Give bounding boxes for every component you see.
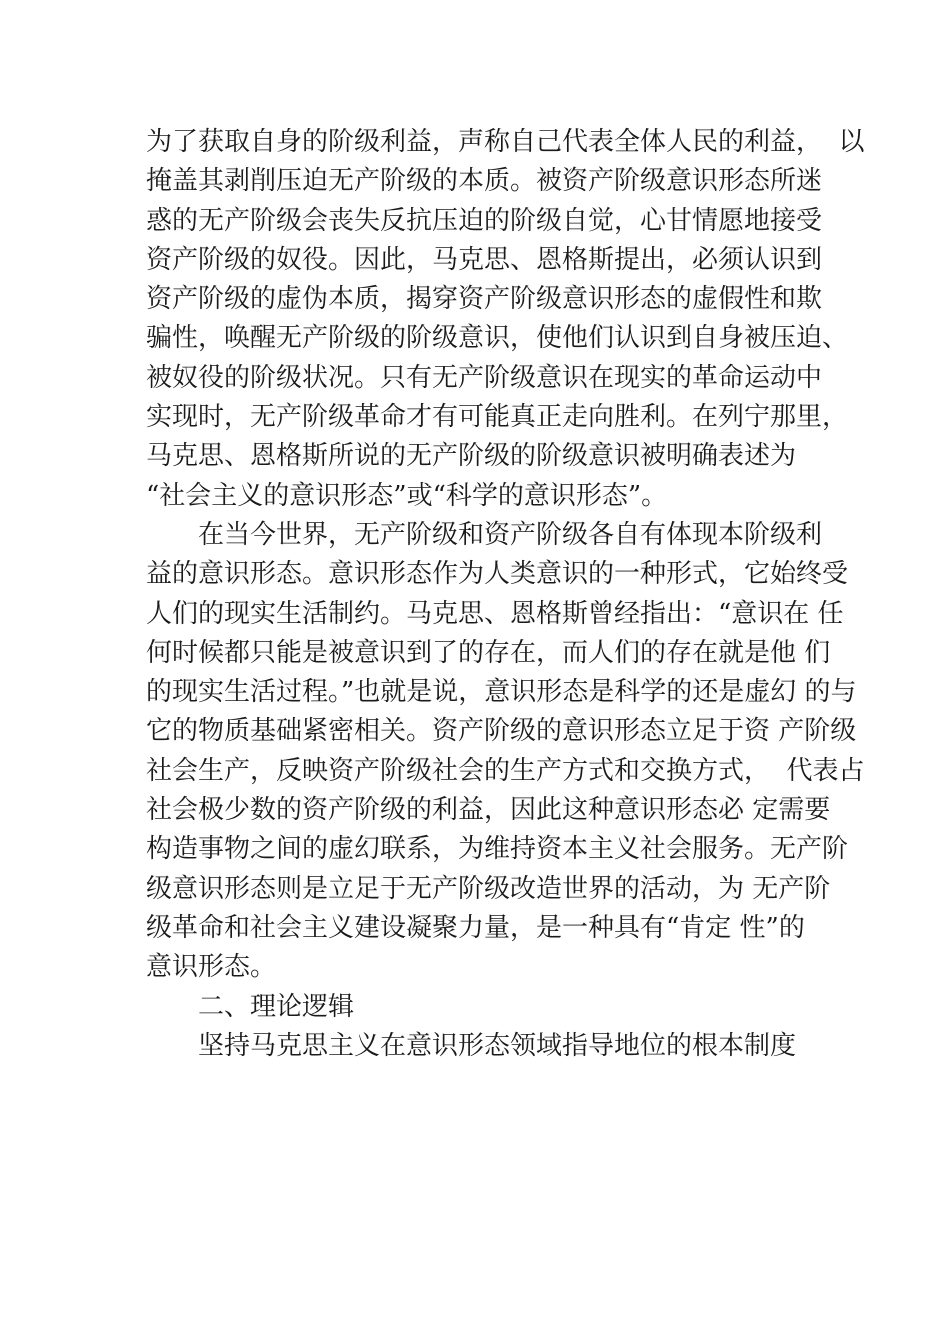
text-line: 级意识形态则是立足于无产阶级改造世界的活动，为 无产阶 bbox=[146, 873, 831, 904]
text-line: 骗性，唤醒无产阶级的阶级意识，使他们认识到自身被压迫、 bbox=[146, 323, 849, 354]
text-line: 资产阶级的虚伪本质，揭穿资产阶级意识形态的虚假性和欺 bbox=[146, 284, 823, 315]
text-line: 的现实生活过程。”也就是说，意识形态是科学的还是虚幻 的与 bbox=[146, 677, 857, 708]
section-heading: 二、理论逻辑 bbox=[198, 991, 355, 1022]
text-line: 掩盖其剥削压迫无产阶级的本质。被资产阶级意识形态所迷 bbox=[146, 166, 823, 197]
text-line: 为了获取自身的阶级利益，声称自己代表全体人民的利益， 以 bbox=[146, 127, 865, 157]
text-line: 级革命和社会主义建设凝聚力量，是一种具有“肯定 性”的 bbox=[146, 912, 805, 943]
text-line: 人们的现实生活制约。马克思、恩格斯曾经指出：“意识在 任 bbox=[146, 598, 844, 629]
text-line: “社会主义的意识形态”或“科学的意识形态”。 bbox=[146, 480, 668, 511]
paragraph-first-line: 坚持马克思主义在意识形态领域指导地位的根本制度 bbox=[198, 1030, 797, 1061]
text-line: 被奴役的阶级状况。只有无产阶级意识在现实的革命运动中 bbox=[146, 362, 823, 393]
text-line: 惑的无产阶级会丧失反抗压迫的阶级自觉，心甘情愿地接受 bbox=[146, 205, 823, 236]
text-line: 何时候都只能是被意识到了的存在，而人们的存在就是他 们 bbox=[146, 637, 831, 668]
text-line: 社会生产，反映资产阶级社会的生产方式和交换方式， 代表占 bbox=[146, 755, 865, 786]
text-line: 实现时，无产阶级革命才有可能真正走向胜利。在列宁那里， bbox=[146, 402, 849, 433]
text-line: 社会极少数的资产阶级的利益，因此这种意识形态必 定需要 bbox=[146, 795, 831, 826]
text-line: 它的物质基础紧密相关。资产阶级的意识形态立足于资 产阶级 bbox=[146, 716, 857, 747]
text-line: 构造事物之间的虚幻联系，为维持资本主义社会服务。无产阶 bbox=[146, 834, 849, 865]
body-text bbox=[146, 123, 865, 1066]
text-line: 意识形态。 bbox=[146, 952, 277, 983]
text-line: 益的意识形态。意识形态作为人类意识的一种形式，它始终受 bbox=[146, 559, 849, 590]
paragraph-first-line: 在当今世界，无产阶级和资产阶级各自有体现本阶级利 bbox=[198, 519, 823, 550]
text-line: 马克思、恩格斯所说的无产阶级的阶级意识被明确表述为 bbox=[146, 441, 797, 472]
text-line: 资产阶级的奴役。因此，马克思、恩格斯提出，必须认识到 bbox=[146, 244, 823, 275]
